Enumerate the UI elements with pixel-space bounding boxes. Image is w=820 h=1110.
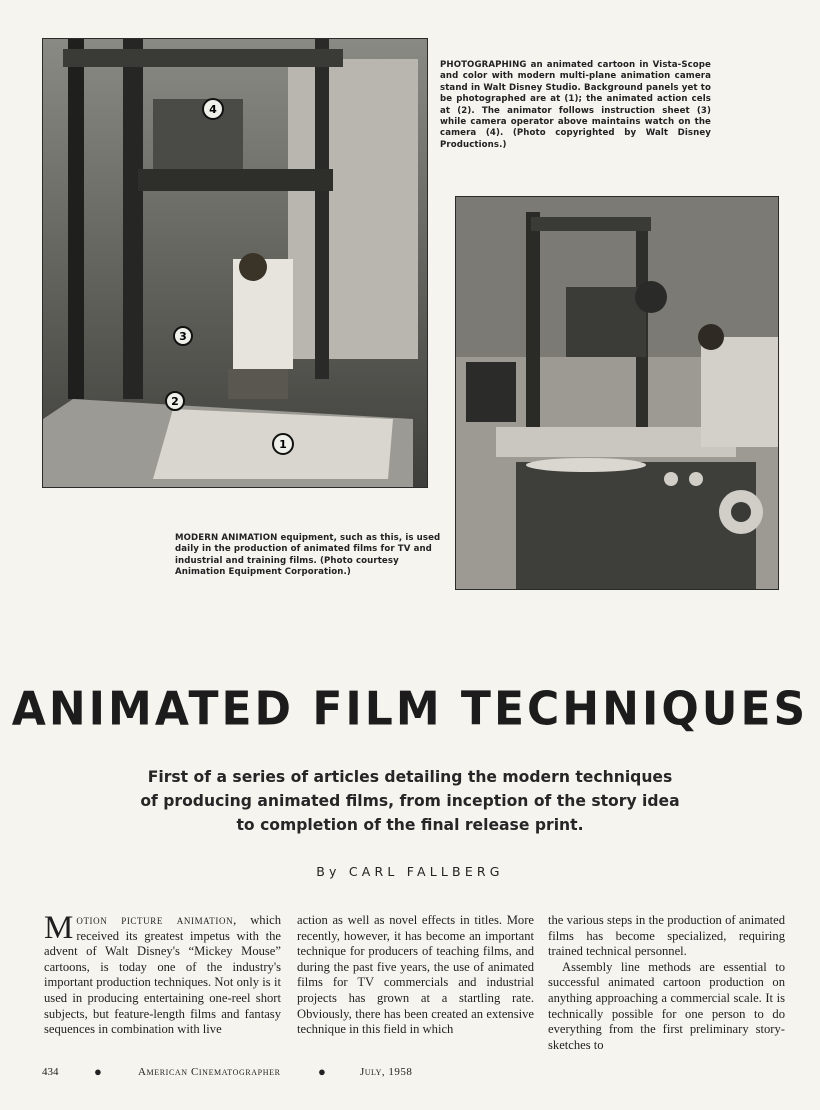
issue-date: July, 1958 — [360, 1066, 413, 1078]
article-column-2: action as well as novel effects in titles. More recently, however, it has become an important technique for producers of teaching films, and during the past five years, the use of animated films for TV commercials and industrial projects has grown at a startling rate. Obviously, there has been created an extensive technique in this field in which — [297, 913, 534, 1037]
camera-stand-illustration — [43, 39, 427, 487]
footer-separator: ● — [94, 1064, 102, 1079]
animation-equipment-illustration — [456, 197, 778, 589]
article-column-3 — [548, 913, 785, 1053]
caption-modern-animation-equipment: MODERN ANIMATION equipment, such as this, is used daily in the production of animated films for TV and industrial and training films. (Photo courtesy Animation Equipment Corporation.) — [175, 533, 441, 578]
magazine-name: American Cinematographer — [138, 1066, 281, 1078]
column-1-text: which received its greatest impetus with the advent of Walt Disney's “Mickey Mouse” cartoons, is today one of the industry's important production techniques. Not only is it used in producing entertaining one-reel short subjects, but feature-length films and fantasy sequences in combination with live — [44, 913, 281, 1037]
marker-3: 3 — [179, 330, 187, 343]
article-deck — [120, 765, 700, 837]
caption-photographing: PHOTOGRAPHING an animated cartoon in Vista-Scope and color with modern multi-plane animation camera stand in Walt Disney Studio. Background panels yet to be photographed are at (1); the animated action cels at (2). The animator follows instruction sheet (3) while camera operator above maintains watch on the camera (4). (Photo copyrighted by Walt Disney Productions.) — [440, 60, 711, 150]
article-column-1 — [44, 910, 281, 1038]
deck-line: of producing animated films, from inception of the story idea — [140, 792, 680, 810]
photo-animation-equipment — [455, 196, 779, 590]
page-number: 434 — [42, 1066, 59, 1078]
paragraph: the various steps in the production of animated films has become specialized, requiring trained technical personnel. — [548, 913, 785, 959]
footer-separator: ● — [318, 1064, 326, 1079]
deck-line: First of a series of articles detailing the modern techniques — [147, 768, 673, 786]
article-title: ANIMATED FILM TECHNIQUES — [11, 682, 809, 737]
marker-1: 1 — [279, 438, 287, 451]
photo-multiplane-camera-stand — [42, 38, 428, 488]
byline: By CARL FALLBERG — [316, 864, 504, 879]
marker-4: 4 — [209, 103, 217, 116]
paragraph: Assembly line methods are essential to successful animated cartoon production on anything approaching a commercial scale. It is technically possible for one person to do everything from the first preliminary story-sketches to — [548, 959, 785, 1052]
lead-in: otion picture animation, — [76, 913, 237, 927]
deck-line: to completion of the final release print. — [236, 816, 584, 834]
drop-cap: M — [44, 910, 74, 946]
marker-2: 2 — [171, 395, 179, 408]
